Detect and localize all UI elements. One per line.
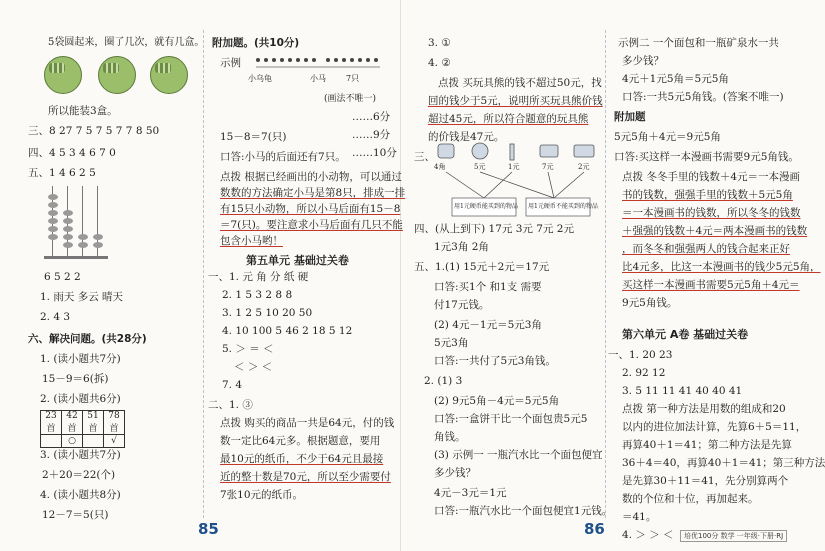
c2: 4. ② [428, 57, 451, 69]
c10: 五、1.(1) 15元＋2元＝17元 [414, 261, 550, 273]
story-text: 5袋圆起来，圈了几次，就有几盒。 [48, 37, 205, 48]
price-5: 2元 [578, 163, 590, 171]
u4: 4. 10 100 5 46 2 18 5 12 [222, 325, 353, 337]
page-number-86: 86 [584, 520, 605, 538]
d12: ，而冬冬和强强两人的钱合起来正好 [622, 243, 790, 255]
c11: 口答:买1个 和1支 需要 [434, 281, 542, 293]
book-tag: 培优100分 数学 一年级·下册·RJ [680, 530, 787, 542]
u7: 7. 4 [222, 379, 243, 391]
price-2: 5元 [474, 163, 486, 171]
c18: 口答:一盒饼干比一个面包贵5元5 [434, 413, 588, 425]
score-9: ……9分 [352, 129, 391, 141]
d10: ＝一本漫画书的钱数，所以冬冬的钱数 [622, 207, 801, 219]
d3: 4元＋1元5角＝5元5角 [622, 73, 729, 85]
c7: 三、 [414, 151, 435, 163]
e7: 36＋4＝40，再算40＋1＝41；第三种方法 [622, 457, 825, 469]
sub-4-answer: 12－7＝5(只) [42, 509, 109, 521]
page86-column-d [608, 0, 825, 551]
e1: 一、1. 20 23 [608, 349, 673, 361]
c5: 超过45元，所以符合题意的玩具熊 [428, 113, 589, 125]
d2: 多少钱？ [622, 55, 664, 67]
q5-1: 1. 雨天 多云 晴天 [40, 291, 124, 303]
e5: 以内的进位加法计算，先算6＋5＝11， [622, 421, 807, 433]
d14: 买这样一本漫画书需要5元5角＋4元＝ [622, 279, 800, 291]
lbl-count: 7只 [346, 74, 360, 83]
q5-numbers: 6 5 2 2 [44, 271, 81, 283]
price-3: 1元 [508, 163, 520, 171]
u12: 近的整十数是70元，所以至少需要付 [220, 471, 391, 483]
e11: 4. ＞ ＞ ＜ [622, 529, 674, 541]
u13: 7张10元的纸币。 [220, 489, 304, 501]
c14: 5元3角 [434, 337, 469, 349]
q4: 四、4 5 3 4 6 7 0 [28, 147, 116, 159]
e8: 是先算30＋11＝41，先分别算两个 [622, 475, 789, 487]
answer: 口答:小马的后面还有7只。 [220, 151, 346, 163]
score-6: ……6分 [352, 111, 391, 123]
d15: 9元5角钱。 [622, 297, 678, 309]
equation: 15－8＝7(只) [220, 131, 287, 143]
tip-4: ＝7(只)。要注意求小马后面有几只不能 [220, 219, 403, 231]
tip-5: 包含小马哟！ [220, 235, 283, 247]
poem-table: 23首 42首 51首 78首 ○ √ [40, 410, 125, 448]
page85-column-b [206, 0, 406, 551]
sub-4: 4. (读小题共8分) [40, 489, 121, 501]
d7: 口答:买这样一本漫画书需要9元5角钱。 [614, 151, 799, 163]
c15: 口答:一共付了5元3角钱。 [434, 355, 556, 367]
c20: (3) 示例一 一瓶汽水比一个面包便宜 [434, 449, 603, 461]
unit-6-title: 第六单元 A卷 基础过关卷 [622, 328, 749, 341]
e4: 点拨 第一种方法是用数的组成和20 [622, 403, 786, 415]
sub-3-answer: 2＋20＝22(个) [42, 469, 116, 481]
u2: 2. 1 5 3 2 8 8 [222, 289, 293, 301]
example-label: 示例 [220, 57, 241, 69]
c9: 1元3角 2角 [434, 241, 489, 253]
e3: 3. 5 11 11 41 40 40 41 [622, 385, 743, 397]
c17: (2) 9元5角－4元＝5元5角 [434, 395, 560, 407]
c12: 付17元钱。 [434, 299, 490, 311]
u9: 点拨 购买的商品一共是64元，付的钱 [220, 417, 395, 429]
box-2: 用1元硬币不能买到的物品 [528, 203, 598, 210]
hint: (画法不唯一) [324, 94, 377, 104]
abacus-figure [48, 186, 108, 266]
sub-2: 2. (读小题共6分) [40, 393, 121, 405]
price-4: 7元 [542, 163, 554, 171]
column-divider-right [605, 30, 606, 518]
page-number-85: 85 [198, 520, 219, 538]
basket-group-1 [44, 56, 82, 94]
c23: 口答:一瓶汽水比一个面包便宜1元钱。 [434, 505, 613, 517]
c4: 回的钱少于5元，说明所买玩具熊价钱 [428, 95, 603, 107]
page86-column-c [412, 0, 613, 551]
q3: 三、8 27 7 5 7 5 7 7 8 50 [28, 125, 160, 137]
d5: 附加题 [614, 111, 646, 123]
tip-1: 点拨 根据已经画出的小动物，可以通过 [220, 171, 402, 183]
c13: (2) 4元－1元＝5元3角 [434, 319, 542, 331]
e6: 再算40＋1＝41；第二种方法是先算 [622, 439, 792, 451]
score-10: ……10分 [352, 147, 397, 159]
c16: 2. (1) 3 [424, 375, 463, 387]
u11: 最10元的纸币，不少于64元且最接 [220, 453, 384, 465]
u1: 一、1. 元 角 分 纸 硬 [208, 271, 309, 283]
conclusion: 所以能装3盒。 [48, 105, 118, 117]
q5-label: 五、1 4 6 2 5 [28, 167, 96, 179]
d6: 5元5角＋4元＝9元5角 [614, 131, 721, 143]
u3: 3. 1 2 5 10 20 50 [222, 307, 313, 319]
lbl-turtle: 小乌龟 [248, 74, 272, 83]
page85-column-a [0, 0, 205, 551]
d4: 口答:一共5元5角钱。(答案不唯一) [622, 91, 784, 103]
sub-1: 1. (读小题共7分) [40, 353, 121, 365]
u5: 5. ＞ ＝ ＜ [222, 343, 274, 355]
column-divider-left [203, 30, 204, 518]
extra-heading: 附加题。(共10分) [212, 37, 300, 49]
q5-2: 2. 4 3 [40, 311, 71, 323]
lbl-horse: 小马 [310, 74, 326, 83]
section-6-heading: 六、解决问题。(共28分) [28, 333, 147, 345]
tip-2: 数数的方法确定小马是第8只，排成一排 [220, 187, 406, 199]
d9: 书的钱数，强强手里的钱数＋5元5角 [622, 189, 793, 201]
d8: 点拨 冬冬手里的钱数＋4元＝一本漫画 [622, 171, 801, 183]
c8: 四、(从上到下) 17元 3元 7元 2元 [414, 223, 574, 235]
c6: 的价钱是47元。 [428, 131, 505, 143]
tip-3: 有15只小动物，所以小马后面有15－8 [220, 203, 401, 215]
u10: 数一定比64元多。根据题意，要用 [220, 435, 381, 447]
sub-1-answer: 15－9＝6(拆) [42, 373, 109, 385]
u6: ＜ ＞ ＜ [234, 361, 273, 373]
c21: 多少钱？ [434, 467, 476, 479]
e9: 数的个位和十位，再加起来。 [622, 493, 759, 505]
box-1: 用1元硬币能买到的物品 [454, 203, 518, 210]
c22: 4元－3元＝1元 [434, 487, 507, 499]
basket-group-2 [98, 56, 136, 94]
sub-3: 3. (读小题共7分) [40, 449, 121, 461]
price-1: 4角 [434, 163, 446, 171]
u8: 二、1. ③ [208, 399, 253, 411]
e10: ＝41。 [622, 511, 657, 523]
d1: 示例二 一个面包和一瓶矿泉水一共 [618, 37, 779, 49]
c1: 3. ① [428, 37, 451, 49]
d13: 比4元多，比这一本漫画书的钱少5元5角， [622, 261, 821, 273]
c19: 角钱。 [434, 431, 466, 443]
e2: 2. 92 12 [622, 367, 666, 379]
spine [400, 0, 401, 551]
c3: 点拨 买玩具熊的钱不超过50元，找 [438, 77, 602, 89]
d11: ＋强强的钱数＋4元＝两本漫画书的钱数 [622, 225, 808, 237]
unit-5-title: 第五单元 基础过关卷 [246, 254, 349, 267]
basket-group-3 [150, 56, 188, 94]
